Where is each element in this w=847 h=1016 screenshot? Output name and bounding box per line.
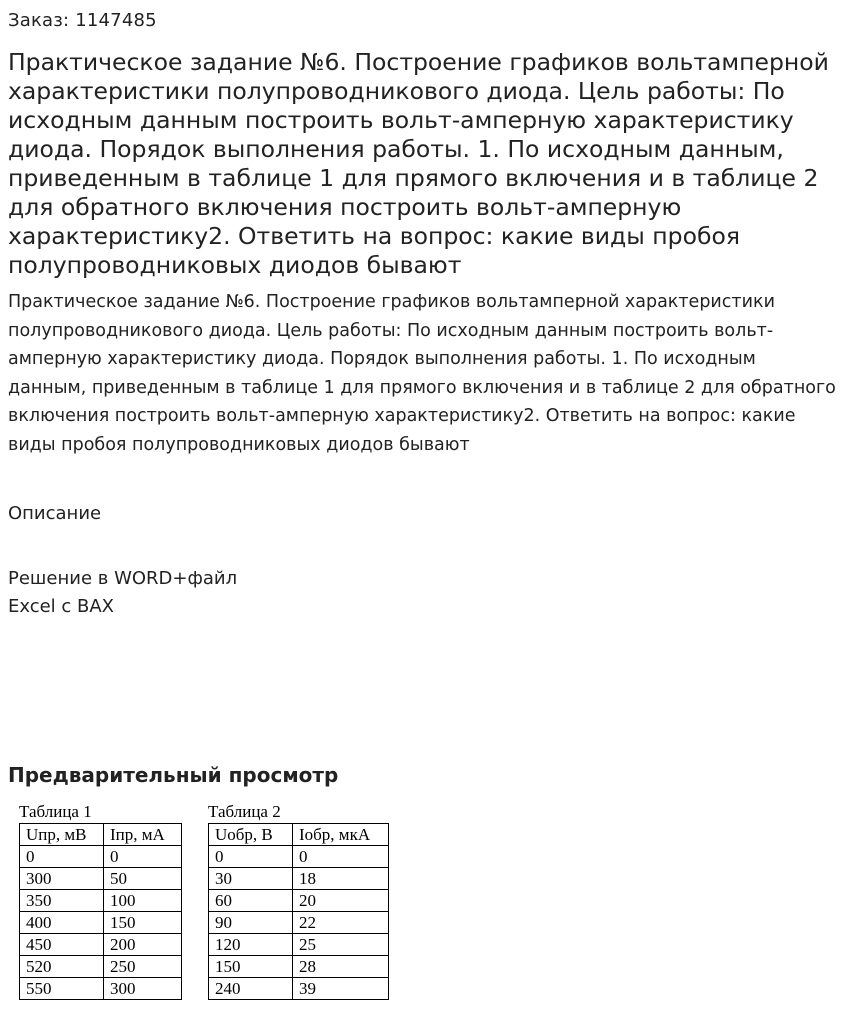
table-cell: 400 [20, 912, 104, 934]
table-cell: 25 [293, 934, 389, 956]
table-cell: 250 [104, 956, 182, 978]
table-cell: 300 [104, 978, 182, 1000]
table-row [209, 890, 389, 912]
table-row [20, 868, 182, 890]
table-row [209, 978, 389, 1000]
table-1-caption: Таблица 1 [19, 802, 92, 821]
table-1 [19, 823, 182, 1000]
table-header-cell: Uпр, мВ [20, 824, 104, 846]
table-cell: 520 [20, 956, 104, 978]
table-cell: 100 [104, 890, 182, 912]
table-cell: 0 [293, 846, 389, 868]
table-2-caption: Таблица 2 [208, 802, 281, 821]
table-row [20, 978, 182, 1000]
table-row [209, 912, 389, 934]
table-cell: 350 [20, 890, 104, 912]
preview-table-2 [208, 802, 389, 1000]
table-cell: 0 [209, 846, 293, 868]
table-cell: 0 [20, 846, 104, 868]
table-header-cell: Iобр, мкА [293, 824, 389, 846]
solution-line-1: Решение в WORD+файл [8, 568, 238, 589]
table-row [209, 934, 389, 956]
table-cell: 120 [209, 934, 293, 956]
table-cell: 20 [293, 890, 389, 912]
solution-line-2: Excel с ВАХ [8, 596, 115, 617]
table-row [20, 890, 182, 912]
preview-heading: Предварительный просмотр [8, 763, 339, 787]
table-cell: 28 [293, 956, 389, 978]
table-header-cell: Uобр, В [209, 824, 293, 846]
table-row [209, 846, 389, 868]
table-row [209, 868, 389, 890]
table-cell: 90 [209, 912, 293, 934]
table-cell: 30 [209, 868, 293, 890]
table-cell: 18 [293, 868, 389, 890]
table-header-row [209, 824, 389, 846]
table-cell: 150 [209, 956, 293, 978]
table-cell: 240 [209, 978, 293, 1000]
table-row [20, 846, 182, 868]
table-row [20, 912, 182, 934]
table-cell: 0 [104, 846, 182, 868]
table-cell: 300 [20, 868, 104, 890]
table-cell: 150 [104, 912, 182, 934]
table-cell: 200 [104, 934, 182, 956]
preview-table-1 [19, 802, 182, 1000]
table-2 [208, 823, 389, 1000]
table-header-row [20, 824, 182, 846]
table-row [209, 956, 389, 978]
table-row [20, 934, 182, 956]
page-title: Практическое задание №6. Построение графиков вольтамперной характеристики полупроводникового диода. Цель работы: По исходным данным построить вольт-амперную характеристику диода. Порядок выполнения работы. 1. По исходным данным, приведенным в таблице 1 для прямого включения и в таблице 2 для обратного включения построить вольт-амперную характеристику2. Ответить на вопрос: какие виды пробоя полупроводниковых диодов бывают [8, 48, 829, 279]
table-cell: 39 [293, 978, 389, 1000]
order-number: Заказ: 1147485 [8, 10, 157, 31]
table-row [20, 956, 182, 978]
table-header-cell: Iпр, мА [104, 824, 182, 846]
solution-info [8, 565, 237, 621]
table-cell: 550 [20, 978, 104, 1000]
table-cell: 450 [20, 934, 104, 956]
table-cell: 60 [209, 890, 293, 912]
description-label: Описание [8, 503, 102, 524]
table-cell: 22 [293, 912, 389, 934]
task-description: Практическое задание №6. Построение графиков вольтамперной характеристики полупроводникового диода. Цель работы: По исходным данным построить вольт-амперную характеристику диода. Порядок выполнения работы. 1. По исходным данным, приведенным в таблице 1 для прямого включения и в таблице 2 для обратного включения построить вольт-амперную характеристику2. Ответить на вопрос: какие виды пробоя полупроводниковых диодов бывают [8, 292, 836, 455]
table-cell: 50 [104, 868, 182, 890]
